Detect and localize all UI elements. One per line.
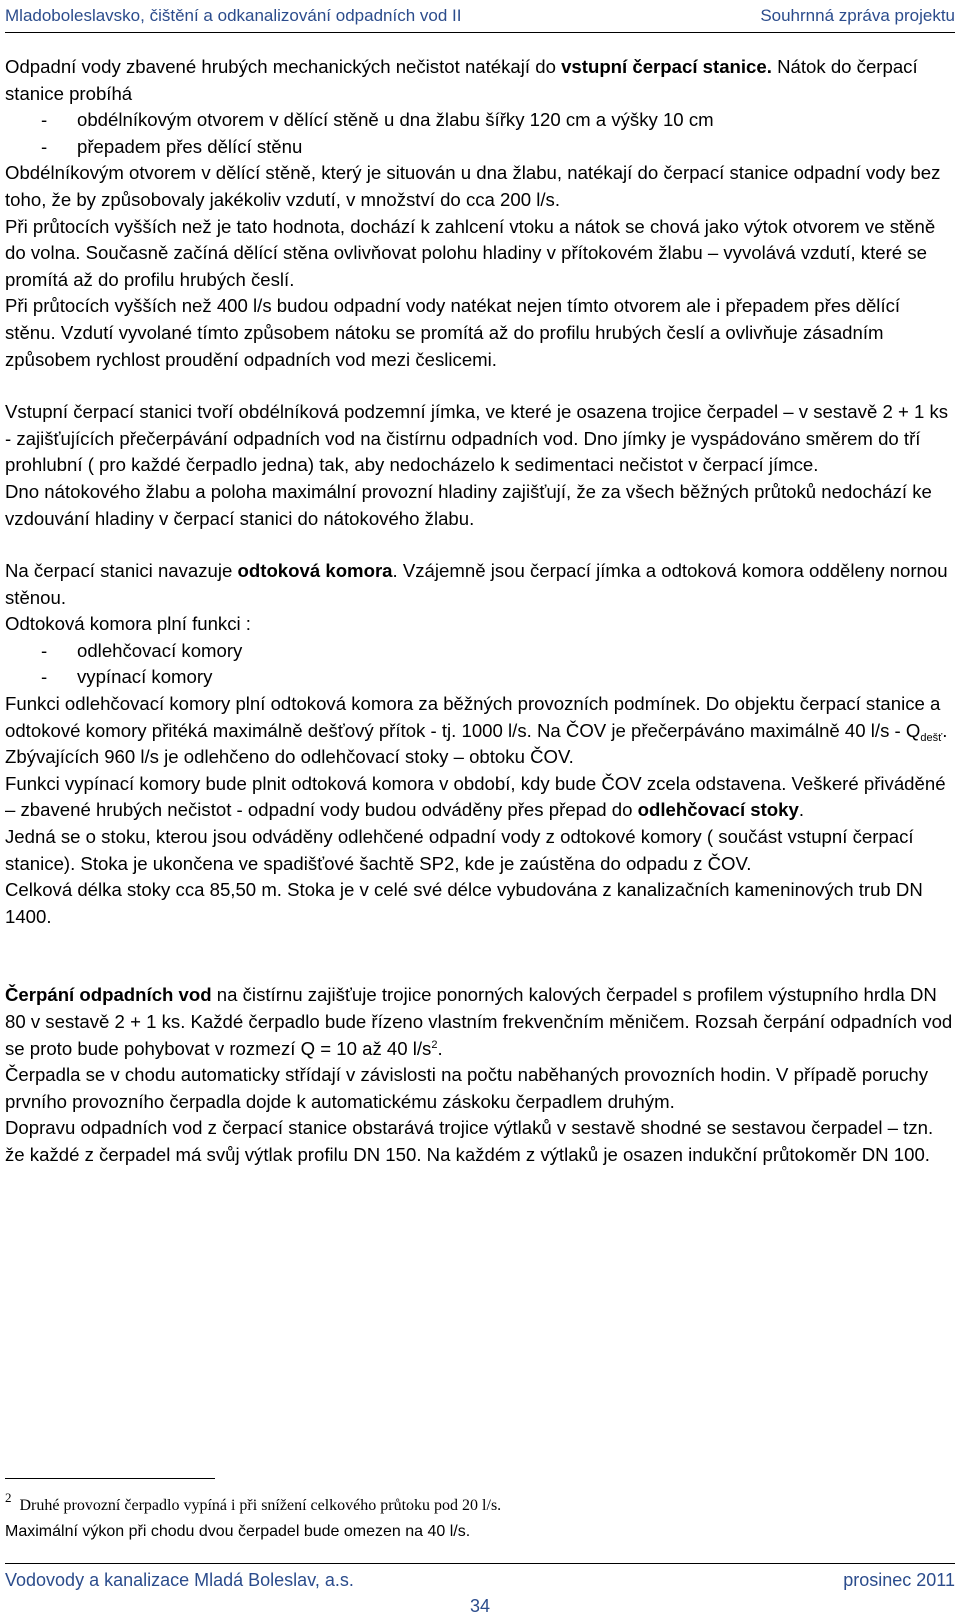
text-run: . <box>798 799 805 821</box>
paragraph: Čerpadla se v chodu automaticky střídají v závislosti na počtu naběhaných provozních hodin. V případě poruchy prvního provozního čerpadla dojde k automatickému záskoku čerpadlem druhým. <box>5 1064 928 1112</box>
footnote-reference[interactable]: 2 <box>431 1038 438 1051</box>
list-item <box>5 134 955 161</box>
text-run: Odpadní vody zbavené hrubých mechanických nečistot natékají do <box>5 56 562 77</box>
bold-term: odlehčovací stoky <box>637 799 799 821</box>
list-dash: - <box>41 109 48 131</box>
paragraph <box>5 54 955 107</box>
spacer <box>5 930 955 956</box>
text-run: na čistírnu zajišťuje trojice ponorných kalových čerpadel s profilem výstupního hrdla DN 80 v sestavě 2 + 1 ks. Každé čerpadlo bude řízeno vlastním frekvenčním měničem. Rozsah čerpání odpadních vod se proto bude pohybovat v rozmezí Q = 10 až 40 l/s <box>5 984 953 1059</box>
paragraph: Dno nátokového žlabu a poloha maximální provozní hladiny zajišťují, že za všech běžných průtoků nedochází ke vzdouvání hladiny v čerpací stanici do nátokového žlabu. <box>5 480 932 529</box>
paragraph: Dopravu odpadních vod z čerpací stanice obstarává trojice výtlaků v sestavě shodné se sestavou čerpadel – tzn. že každé z čerpadel má svůj výtlak profilu DN 150. Na každém z výtlaků je osazen indukční průtokoměr DN 100. <box>5 1117 934 1165</box>
paragraph: Vstupní čerpací stanici tvoří obdélníková podzemní jímka, ve které je osazena trojice čerpadel – v sestavě 2 + 1 ks - zajišťujících přečerpávání odpadních vod na čistírnu odpadních vod. Dno jímky je vyspádováno směrem do tří prohlubní ( pro každé čerpadlo jedna) tak, aby nedocházelo k sedimentaci nečistot v čerpací jímce. <box>5 401 949 476</box>
bold-term: vstupní čerpací stanice. <box>561 56 772 77</box>
list-item <box>5 638 955 665</box>
footer-company: Vodovody a kanalizace Mladá Boleslav, a.s. <box>5 1570 354 1590</box>
footer-date: prosinec 2011 <box>843 1570 955 1590</box>
paragraph <box>5 982 955 1062</box>
paragraph: Celková délka stoky cca 85,50 m. Stoka je v celé své délce vybudována z kanalizačních kameninových trub DN 1400. <box>5 879 923 927</box>
footnote-text: Druhé provozní čerpadlo vypíná i při snížení celkového průtoku pod 20 l/s. <box>19 1497 502 1514</box>
text-run: . <box>437 1037 443 1059</box>
paragraph <box>5 771 955 824</box>
paragraph: Jedná se o stoku, kterou jsou odváděny odlehčené odpadní vody z odtokové komory ( součást vstupní čerpací stanice). Stoka je ukončena ve spadišťové šachtě SP2, kde je zaústěna do odpadu z ČOV. <box>5 826 914 874</box>
paragraph: Odtoková komora plní funkci : <box>5 613 251 635</box>
list-item <box>5 107 955 134</box>
footnote-line: Maximální výkon při chodu dvou čerpadel bude omezen na 40 l/s. <box>5 1523 471 1540</box>
text-run: Na čerpací stanici navazuje <box>5 560 238 582</box>
list-item-text: obdélníkovým otvorem v dělící stěně u dna žlabu šířky 120 cm a výšky 10 cm <box>77 109 714 131</box>
paragraph <box>5 558 955 611</box>
list-dash: - <box>41 135 48 157</box>
list-item-text: vypínací komory <box>77 666 213 688</box>
paragraph <box>5 691 955 771</box>
list-item-text: odlehčovací komory <box>77 639 243 661</box>
paragraph: Při průtocích vyšších než 400 l/s budou odpadní vody natékat nejen tímto otvorem ale i přepadem přes dělící stěnu. Vzdutí vyvolané tímto způsobem nátoku se promítá až do profilu hrubých česlí a ovlivňuje zásadním způsobem rychlost proudění odpadních vod mezi česlicemi. <box>5 295 901 370</box>
list-item <box>5 664 955 691</box>
paragraph: Při průtocích vyšších než je tato hodnota, dochází k zahlcení vtoku a nátok se chová jako výtok otvorem ve stěně do volna. Současně začíná dělící stěna ovlivňovat polohu hladiny v přítokovém žlabu – vyvolává vzdutí, které se promítá až do profilu hrubých česlí. <box>5 215 936 290</box>
text-run: . Vzájemně jsou čerpací jímka a odtoková komora odděleny nornou stěnou. <box>5 560 948 608</box>
header-document-type: Souhrnná zpráva projektu <box>760 6 955 25</box>
list-dash: - <box>41 666 48 688</box>
spacer <box>5 956 955 982</box>
footnote <box>5 1486 501 1544</box>
page-footer <box>5 1563 955 1616</box>
text-run: Funkci vypínací komory bude plnit odtoková komora v období, kdy bude ČOV zcela odstavena. Veškeré přiváděné – zbavené hrubých nečistot - odpadní vody budou odváděny přes přepad do <box>5 772 946 821</box>
list-dash: - <box>41 639 48 661</box>
document-body <box>5 54 955 1169</box>
bold-term: odtoková komora <box>237 560 393 582</box>
spacer <box>5 532 955 558</box>
footnote-line <box>5 1486 501 1518</box>
footnote-number: 2 <box>5 1490 12 1505</box>
header-project-title: Mladoboleslavsko, čištění a odkanalizování odpadních vod II <box>5 6 462 25</box>
text-run: Nátok do čerpací stanice probíhá <box>5 56 918 104</box>
spacer <box>5 373 955 399</box>
paragraph: Obdélníkovým otvorem v dělící stěně, který je situován u dna žlabu, natékají do čerpací stanice odpadní vody bez toho, že by způsobovaly jakékoliv vzdutí, v množství do cca 200 l/s. <box>5 162 941 210</box>
bold-term: Čerpání odpadních vod <box>5 984 212 1006</box>
list-item-text: přepadem přes dělící stěnu <box>77 135 303 157</box>
page-header <box>5 4 955 33</box>
text-run: . Zbývajících 960 l/s je odlehčeno do odlehčovací stoky – obtoku ČOV. <box>5 719 948 768</box>
footnote-separator <box>5 1478 215 1479</box>
subscript: dešť <box>920 731 943 744</box>
page-number: 34 <box>469 1596 491 1616</box>
text-run: Funkci odlehčovací komory plní odtoková komora za běžných provozních podmínek. Do objektu čerpací stanice a odtokové komory přitéká maximálně dešťový přítok - tj. 1000 l/s. Na ČOV je přečerpáváno maximálně 40 l/s - Q <box>5 693 941 741</box>
